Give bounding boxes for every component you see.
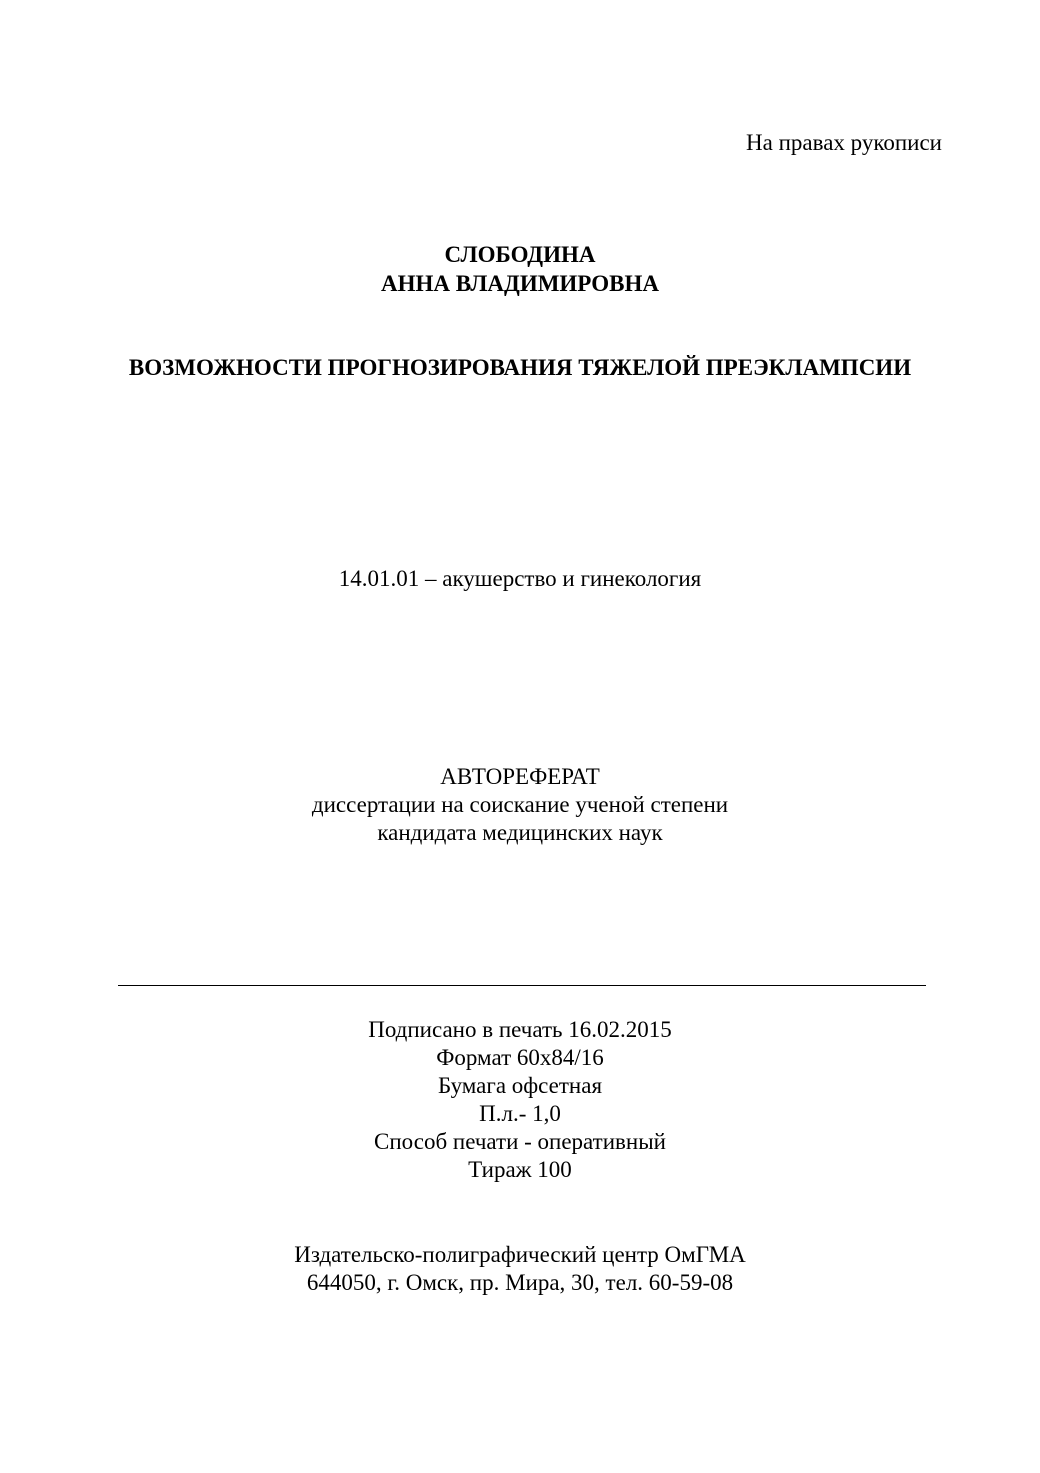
publisher-name: Издательско-полиграфический центр ОмГМА [294, 1242, 746, 1267]
author-given-names: АННА ВЛАДИМИРОВНА [381, 271, 659, 296]
horizontal-divider [118, 985, 926, 986]
print-method: Способ печати - оперативный [374, 1129, 666, 1154]
abstract-heading: АВТОРЕФЕРАТ [440, 764, 600, 789]
rights-note: На правах рукописи [746, 130, 942, 155]
publisher-address: 644050, г. Омск, пр. Мира, 30, тел. 60-59-08 [306, 1270, 734, 1295]
print-format: Формат 60x84/16 [436, 1045, 604, 1070]
dissertation-title: ВОЗМОЖНОСТИ ПРОГНОЗИРОВАНИЯ ТЯЖЕЛОЙ ПРЕЭКЛАМПСИИ [128, 355, 912, 380]
print-paper: Бумага офсетная [437, 1073, 603, 1098]
abstract-line-2: кандидата медицинских наук [377, 820, 663, 845]
author-surname: СЛОБОДИНА [444, 242, 596, 267]
abstract-line-1: диссертации на соискание ученой степени [311, 792, 729, 817]
print-signed-date: Подписано в печать 16.02.2015 [368, 1017, 672, 1042]
specialty-code: 14.01.01 – акушерство и гинекология [338, 566, 702, 591]
print-sheets: П.л.- 1,0 [479, 1101, 561, 1126]
print-run: Тираж 100 [468, 1157, 572, 1182]
